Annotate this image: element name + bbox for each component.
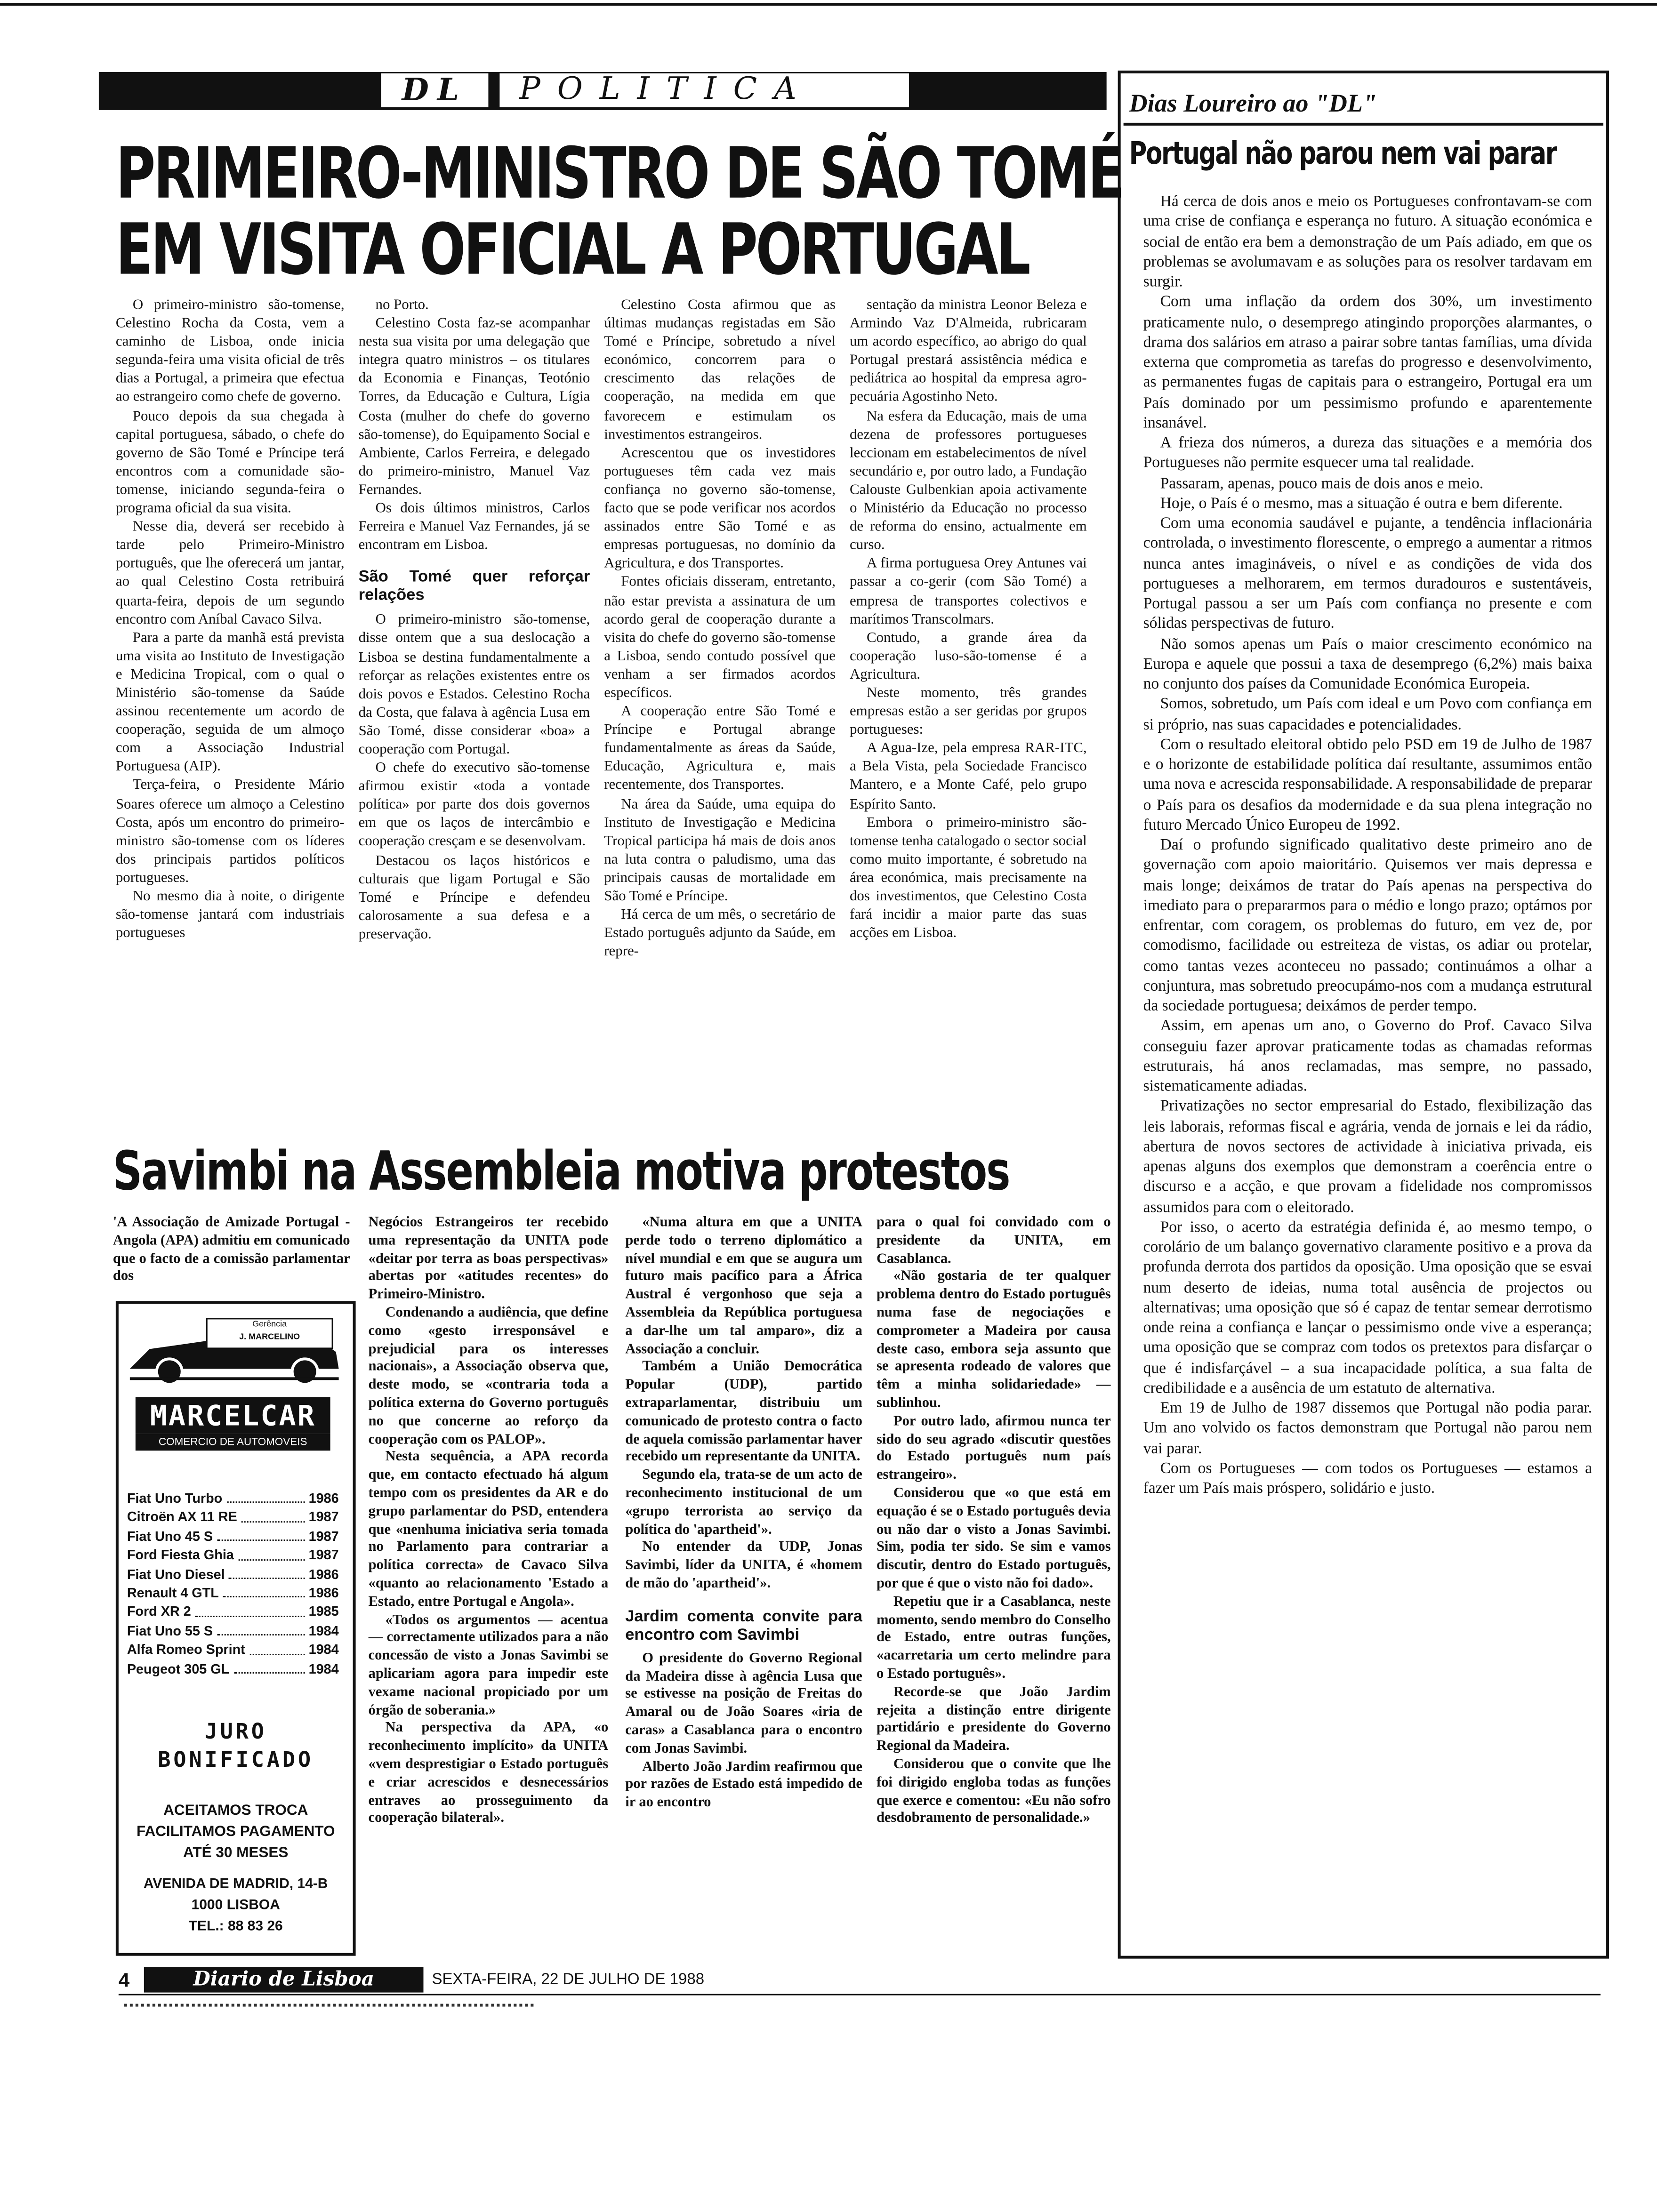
paragraph: Também a União Democrática Popular (UDP), partido extraparlamentar, distribuiu um comunicado de protesto contra o facto de aquela comissão parlamentar haver recebido um representante da UNITA.: [625, 1359, 862, 1466]
paragraph: A firma portuguesa Orey Antunes vai passar a co-gerir (com São Tomé) a empresa de transportes colectivos e marítimos Transcolmars.: [849, 556, 1087, 628]
paragraph: Não somos apenas um País o maior crescimento económico na Europa e aquele que possui a taxa de desemprego (6,2%) mais baixa no conjunto dos países da Comunidade Económica Europeia.: [1143, 635, 1593, 693]
paragraph: Terça-feira, o Presidente Mário Soares oferece um almoço a Celestino Costa, após um encontro do primeiro-ministro são-tomense com os líderes dos principais partidos políticos portugueses.: [115, 778, 345, 886]
address-line: 1000 LISBOA: [191, 1898, 280, 1914]
address-line: AVENIDA DE MADRID, 14-B: [143, 1876, 328, 1892]
section-bar: [99, 72, 1107, 110]
car-model: Renault 4 GTL: [127, 1586, 219, 1602]
paragraph: Recorde-se que João Jardim rejeita a distinção entre dirigente partidário e presidente do Governo Regional da Madeira.: [876, 1684, 1111, 1755]
car-list-item: [127, 1623, 339, 1642]
dot-leader: [241, 1509, 305, 1522]
paragraph: Destacou os laços históricos e culturais que ligam Portugal e São Tomé e Príncipe e defendeu calorosamente a sua defesa e a preservação.: [358, 853, 590, 943]
paragraph: Em 19 de Julho de 1987 dissemos que Portugal não podia parar. Um ano volvido os factos demonstram que Portugal não parou nem vai parar.: [1143, 1400, 1593, 1457]
offer-line: FACILITAMOS PAGAMENTO: [136, 1823, 335, 1840]
sidebar-body: [1143, 192, 1592, 1925]
paragraph: O primeiro-ministro são-tomense, Celestino Rocha da Costa, vem a caminho de Lisboa, onde inicia segunda-feira uma visita oficial de três dias a Portugal, a primeira que efectua ao estrangeiro como chefe de governo.: [115, 297, 345, 406]
dot-leader: [249, 1642, 305, 1655]
paper-name: Diario de Lisboa: [144, 1967, 424, 1993]
footer-speckle: [124, 2004, 534, 2018]
issue-date: SEXTA-FEIRA, 22 DE JULHO DE 1988: [432, 1971, 705, 1988]
car-year: 1986: [308, 1586, 339, 1602]
paragraph: Alberto João Jardim reafirmou que por razões de Estado está impedido de ir ao encontro: [625, 1759, 862, 1811]
paragraph: «Todos os argumentos — acentua — correctamente utilizados para a não concessão de visto a Jonas Savimbi se aplicariam agora para impedir este vexame nacional propiciado por um órgão de soberania.»: [368, 1612, 609, 1718]
car-plate: [206, 1318, 333, 1349]
car-model: Citroën AX 11 RE: [127, 1510, 237, 1526]
paragraph: Há cerca de dois anos e meio os Portugueses confrontavam-se com uma crise de confiança e esperança no futuro. A situação económica e social de então era bem a demonstração de um País adiado, em que os problemas se avolumavam e as soluções para os resolver tardavam em surgir.: [1143, 193, 1593, 291]
paragraph: «Numa altura em que a UNITA perde todo o terreno diplomático a nível mundial e em que se augura um futuro mais pacífico para a África Austral é vergonhoso que seja a Assembleia da República portuguesa a dar-lhe um tal amparo», diz a Associação a concluir.: [625, 1215, 862, 1357]
paragraph: Privatizações no sector empresarial do Estado, flexibilização das leis laborais, reformas fiscal e agrária, venda de jornais e lei da rádio, abertura de novos sectores de actividade à iniciativa privada, eis apenas alguns dos exemplos que demonstram a coerência entre o discurso e a acção, e que provam a fidelidade nos compromissos assumidos para com o eleitorado.: [1143, 1098, 1593, 1216]
car-year: 1984: [308, 1624, 339, 1640]
paragraph: Com uma inflação da ordem dos 30%, um investimento praticamente nulo, o desemprego atingindo proporções alarmantes, o drama dos salários em atraso a pairar sobre tantas famílias, uma dívida externa que comprometia as tarefas do progresso e desenvolvimento, as permanentes fugas de capitais para o estrangeiro, Portugal era um País dominado por um pessimismo profundo e aparentemente insanável.: [1143, 294, 1593, 432]
car-year: 1987: [308, 1529, 339, 1545]
savimbi-headline: Savimbi na Assembleia motiva protestos: [113, 1140, 1010, 1202]
main-headline-line1: PRIMEIRO-MINISTRO DE SÃO TOMÉ: [115, 132, 1123, 215]
paragraph: Condenando a audiência, que define como «gesto irresponsável e prejudicial para os interesses nacionais», a Associação observa que, deste modo, se «contraria toda a política externa do Governo português no que concerne ao reforço da cooperação com os PALOP».: [368, 1305, 609, 1447]
car-model: Peugeot 305 GL: [127, 1661, 230, 1677]
paragraph: Considerou que o convite que lhe foi dirigido engloba todas as funções que exerce e comentou: «Eu não sofro desdobramento de personalidade.»: [876, 1756, 1111, 1827]
offer-line: ATÉ 30 MESES: [183, 1844, 289, 1861]
car-plate-top: Gerência: [252, 1321, 287, 1330]
paragraph: Na esfera da Educação, mais de uma dezena de professores portugueses leccionam em estabelecimentos de nível secundário e, por outro lado, a Fundação Calouste Gulbenkian apoia activamente o Ministério da Educação no processo de reforma do ensino, actualmente em curso.: [849, 409, 1087, 553]
paragraph: Nesta sequência, a APA recorda que, em contacto efectuado há algum tempo com os presidentes da AR e do grupo parlamentar do PSD, entendera que «nenhuma iniciativa seria tomada no Parlamento para contrariar a política correcta» de Cavaco Silva «quanto ao relacionamento 'Estado a Estado, entre Portugal e Angola».: [368, 1450, 609, 1610]
paragraph: Com o resultado eleitoral obtido pelo PSD em 19 de Julho de 1987 e o horizonte de estabilidade política daí resultante, assumimos então uma nova e acrescida responsabilidade. A responsabilidade de preparar o País para os desafios da modernidade e da sua plena integração no futuro Mercado Único Europeu de 1992.: [1143, 736, 1593, 834]
savimbi-column-2: [369, 1215, 609, 1963]
juro-line2: BONIFICADO: [158, 1747, 314, 1772]
paragraph: Somos, sobretudo, um País com ideal e um Povo com confiança em si próprio, nas suas capacidades e potencialidades.: [1143, 696, 1593, 733]
paragraph: O primeiro-ministro são-tomense, disse ontem que a sua deslocação a Lisboa se destina fundamentalmente a reforçar as relações existentes entre os dois povos e Estados. Celestino Rocha da Costa, que falava à agência Lusa em São Tomé, disse considerar «boa» a cooperação com Portugal.: [358, 613, 590, 758]
paragraph: Embora o primeiro-ministro são-tomense tenha catalogado o sector social como muito importante, é sobretudo na área económica, mais precisamente na dos investimentos, que Celestino Costa fará incidir a maior parte das suas acções em Lisboa.: [849, 815, 1087, 942]
dot-leader: [226, 1490, 304, 1503]
main-article-column-1: [116, 297, 345, 1118]
paragraph: A frieza dos números, a dureza das situações e a memória dos Portugueses não permite esquecer uma tal realidade.: [1143, 434, 1593, 472]
dot-leader: [223, 1585, 305, 1598]
paragraph: Hoje, o País é o mesmo, mas a situação é outra e bem diferente.: [1160, 495, 1563, 512]
paragraph: Neste momento, três grandes empresas estão a ser geridas por grupos portugueses:: [849, 686, 1087, 738]
car-model: Fiat Uno Turbo: [127, 1491, 223, 1507]
sidebar-kicker-rule: [1124, 123, 1603, 126]
advert-tagline: COMERCIO DE AUTOMOVEIS: [136, 1434, 330, 1451]
section-label: POLITICA: [499, 73, 909, 107]
car-list-item: [127, 1509, 339, 1528]
paragraph: Acrescentou que os investidores portugueses têm cada vez mais confiança no governo são-tomense, facto que se pode verificar nos acordos assinados entre São Tomé e as empresas portuguesas, no domínio da Agricultura, e dos Transportes.: [604, 445, 836, 572]
car-model: Fiat Uno 45 S: [127, 1529, 213, 1545]
paragraph: Pouco depois da sua chegada à capital portuguesa, sábado, o chefe do governo de São Tomé e Príncipe terá encontros com a comunidade são-tomense, iniciando segunda-feira o programa oficial da sua visita.: [115, 409, 345, 517]
paragraph: Celestino Costa afirmou que as últimas mudanças registadas em São Tomé e Príncipe, sobretudo a nível económico, concorrem para o crescimento das relações de cooperação, na medida em que favorecem e estimulam os investimentos estrangeiros.: [604, 297, 836, 443]
paragraph: Por outro lado, afirmou nunca ter sido do seu agrado «discutir questões do Estado português num país estrangeiro».: [876, 1413, 1111, 1483]
car-year: 1987: [308, 1510, 339, 1526]
car-list-item: [127, 1547, 339, 1566]
paragraph: Assim, em apenas um ano, o Governo do Prof. Cavaco Silva conseguiu fazer aprovar praticamente todas as chamadas reformas estruturais, há anos reclamadas, mas sempre, no passado, sistematicamente adiadas.: [1143, 1018, 1593, 1095]
savimbi-column-1: [113, 1215, 350, 1300]
paragraph: Fontes oficiais disseram, entretanto, não estar prevista a assinatura de um acordo geral de cooperação durante a visita do chefe do governo são-tomense a Lisboa, sendo contudo possível que venham a ser firmados acordos específicos.: [604, 575, 836, 702]
car-year: 1985: [308, 1605, 339, 1621]
car-list-item: [127, 1660, 339, 1679]
car-model: Fiat Uno Diesel: [127, 1567, 225, 1583]
car-model: Fiat Uno 55 S: [127, 1624, 213, 1640]
main-headline-line2: EM VISITA OFICIAL A PORTUGAL: [115, 208, 1029, 291]
car-model: Ford XR 2: [127, 1605, 191, 1621]
paragraph: O chefe do executivo são-tomense afirmou existir «toda a vontade política» por parte dos dois governos em que os laços de intercâmbio e cooperação cresçam e se desenvolvam.: [358, 761, 590, 850]
paragraph: Celestino Costa faz-se acompanhar nesta sua visita por uma delegação que integra quatro ministros – os titulares da Economia e Finanças, Teotónio Torres, da Educação e Cultura, Lígia Costa (mulher do chefe do governo são-tomense), do Equipamento Social e Ambiente, Carlos Ferreira, e delegado do primeiro-ministro, Manuel Vaz Fernandes.: [358, 316, 590, 498]
car-illustration: [124, 1312, 345, 1388]
advert-brand: MARCELCAR: [136, 1397, 330, 1434]
paragraph: A Agua-Ize, pela empresa RAR-ITC, a Bela Vista, pela Sociedade Francisco Mantero, e a Monte Café, pelo grupo Espírito Santo.: [849, 741, 1087, 812]
top-rule: [0, 3, 1657, 6]
paragraph: sentação da ministra Leonor Beleza e Armindo Vaz D'Almeida, rubricaram um acordo específico, ao abrigo do qual Portugal prestará assistência médica e pediátrica ao hospital da empresa agro-pecuária Agostinho Neto.: [849, 297, 1087, 406]
paragraph: A cooperação entre São Tomé e Príncipe e Portugal abrange fundamentalmente as áreas da Saúde, Educação, Agricultura e, mais recentemente, dos Transportes.: [604, 704, 836, 794]
car-list-item: [127, 1490, 339, 1509]
main-article-column-2: [359, 297, 590, 1118]
dot-leader: [229, 1566, 305, 1579]
paragraph: Com os Portugueses — com todos os Portugueses — estamos a fazer um País mais próspero, solidário e justo.: [1143, 1460, 1593, 1498]
main-article-column-4: [850, 297, 1087, 1118]
savimbi-column-3: [625, 1215, 862, 1963]
offer-line: ACEITAMOS TROCA: [163, 1802, 308, 1819]
paragraph: Por isso, o acerto da estratégia definida é, ao mesmo tempo, o corolário de um balanço governativo claramente positivo e a prova da profunda derrota dos partidos da oposição. Uma oposição que se esvai num deserto de ideias, numa total ausência de projectos ou alternativas; uma oposição que só é capaz de tentar semear derrotismo onde reina a confiança e lançar o pessimismo onde vive a esperança; uma oposição que se compraz com todos os pretextos para disfarçar o que é indisfarçável – a sua incapacidade política, a sua falta de credibilidade e a ausência de um estatuto de alternativa.: [1143, 1218, 1593, 1397]
car-year: 1986: [308, 1491, 339, 1507]
paragraph: Considerou que «o que está em equação é se o Estado português devia ou não dar o visto a Jonas Savimbi. Sim, podia ter sido. Se sim e vamos discutir, dentro do Estado português, por que é que o visto não foi dado».: [876, 1486, 1111, 1592]
advert-address: [119, 1874, 353, 1938]
footer: [119, 1964, 1601, 1998]
savimbi-column-4: [877, 1215, 1111, 1963]
main-article-column-3: [604, 297, 836, 1118]
paragraph: 'A Associação de Amizade Portugal - Angola (APA) admitiu em comunicado que o facto de a comissão parlamentar dos: [113, 1215, 350, 1285]
marcelcar-advert: [116, 1301, 356, 1956]
footer-rule: [119, 1994, 1601, 1996]
car-list-item: [127, 1642, 339, 1660]
paragraph: O presidente do Governo Regional da Madeira disse à agência Lusa que se estivesse na posição de Freitas do Amaral ou de João Soares «iria de caras» a Casablanca para o encontro com Jonas Savimbi.: [625, 1651, 862, 1757]
paragraph: No entender da UDP, Jonas Savimbi, líder da UNITA, é «homem de mão do 'apartheid'».: [625, 1540, 862, 1592]
car-price-list: [127, 1490, 339, 1679]
paragraph: Os dois últimos ministros, Carlos Ferreira e Manuel Vaz Fernandes, já se encontram em Lisboa.: [358, 501, 590, 553]
paragraph: Negócios Estrangeiros ter recebido uma representação da UNITA pode «deitar por terra as boas perspectivas» abertas por «atitudes recentes» do Primeiro-Ministro.: [368, 1215, 609, 1303]
juro-line1: JURO: [204, 1718, 267, 1744]
sidebar-headline: Portugal não parou nem vai parar: [1129, 136, 1556, 172]
subhead: São Tomé quer reforçar relações: [358, 569, 590, 605]
masthead-mark: DL: [381, 73, 489, 107]
page-number: 4: [118, 1968, 130, 1991]
paragraph: Na área da Saúde, uma equipa do Instituto de Investigação e Medicina Tropical participa há mais de dois anos na luta contra o paludismo, uma das principais causas de mortalidade em São Tomé e Príncipe.: [604, 796, 836, 905]
subhead: Jardim comenta convite para encontro com Savimbi: [625, 1608, 862, 1644]
car-model: Ford Fiesta Ghia: [127, 1548, 234, 1564]
paragraph: no Porto.: [375, 297, 429, 313]
paragraph: para o qual foi convidado com o presidente da UNITA, em Casablanca.: [876, 1215, 1111, 1267]
paragraph: Há cerca de um mês, o secretário de Estado português adjunto da Saúde, em repre-: [604, 907, 836, 960]
paragraph: Com uma economia saudável e pujante, a tendência inflacionária controlada, o investimento florescente, o emprego a aumentar a ritmos nunca antes imagináveis, o nível e as condições de vida dos portugueses a melhorarem, em termos duradouros e sustentáveis, Portugal passou a ser um País com confiança no presente e com sólidas perspectivas de futuro.: [1143, 515, 1593, 633]
phone-number: TEL.: 88 83 26: [188, 1919, 283, 1935]
car-year: 1984: [308, 1643, 339, 1659]
car-list-item: [127, 1603, 339, 1622]
car-model: Alfa Romeo Sprint: [127, 1643, 245, 1659]
paragraph: Segundo ela, trata-se de um acto de reconhecimento institucional de um «grupo terrorista ao serviço da política do 'apartheid'».: [625, 1467, 862, 1538]
paragraph: Passaram, apenas, pouco mais de dois anos e meio.: [1160, 474, 1484, 492]
dot-leader: [238, 1547, 305, 1560]
car-year: 1984: [308, 1661, 339, 1677]
paragraph: Na perspectiva da APA, «o reconhecimento implícito» da UNITA «vem desprestigiar o Estado português e criar acrescidos e desnecessários entraves ao prosseguimento da cooperação bilateral».: [368, 1720, 609, 1827]
paragraph: Repetiu que ir a Casablanca, neste momento, sendo membro do Conselho de Estado, entre outras funções, «acarretaria um certo melindre para o Estado português».: [876, 1594, 1111, 1682]
dot-leader: [217, 1623, 305, 1636]
paragraph: Para a parte da manhã está prevista uma visita ao Instituto de Investigação e Medicina Tropical, com o qual o Ministério são-tomense da Saúde assinou recentemente um acordo de cooperação, seguida de um almoço com a Associação Industrial Portuguesa (AIP).: [115, 630, 345, 776]
car-list-item: [127, 1528, 339, 1547]
sidebar-kicker: Dias Loureiro ao "DL": [1129, 88, 1377, 117]
paragraph: Nesse dia, deverá ser recebido à tarde pelo Primeiro-Ministro português, que lhe oferecerá um jantar, ao qual Celestino Costa retribuirá quarta-feira, depois de um segundo encontro com Aníbal Cavaco Silva.: [115, 519, 345, 628]
car-year: 1986: [308, 1567, 339, 1583]
dot-leader: [217, 1528, 305, 1541]
paragraph: «Não gostaria de ter qualquer problema dentro do Estado português numa fase de negociações e comprometer a Madeira por causa deste caso, embora seja assunto que se apresenta rodeado de valores que têm a minha solidariedade» — sublinhou.: [876, 1269, 1111, 1411]
paragraph: No mesmo dia à noite, o dirigente são-tomense jantará com industriais portugueses: [115, 889, 345, 942]
dot-leader: [195, 1603, 305, 1617]
advert-offer: [119, 1801, 353, 1864]
dot-leader: [233, 1660, 304, 1674]
car-list-item: [127, 1566, 339, 1585]
car-year: 1987: [308, 1548, 339, 1564]
paragraph: Contudo, a grande área da cooperação luso-são-tomense é a Agricultura.: [849, 630, 1087, 683]
car-plate-name: J. MARCELINO: [239, 1333, 300, 1342]
paragraph: Daí o profundo significado qualitativo deste primeiro ano de governação com apoio maioritário. Quisemos ver mais depressa e mais longe; deixámos de tratar do País apenas na perspectiva do imediato para o prepararmos para o médio e longo prazo; optámos por enfrentar, com coragem, os problemas do futuro, em vez de, por comodismo, facilidade ou estreiteza de vistas, os adiar ou protelar, como tantas vezes aconteceu no passado; continuámos a olhar a conjuntura, mas sobretudo preocupámo-nos com a mudança estrutural da sociedade portuguesa; deixámos de perder tempo.: [1143, 836, 1593, 1015]
car-list-item: [127, 1585, 339, 1603]
